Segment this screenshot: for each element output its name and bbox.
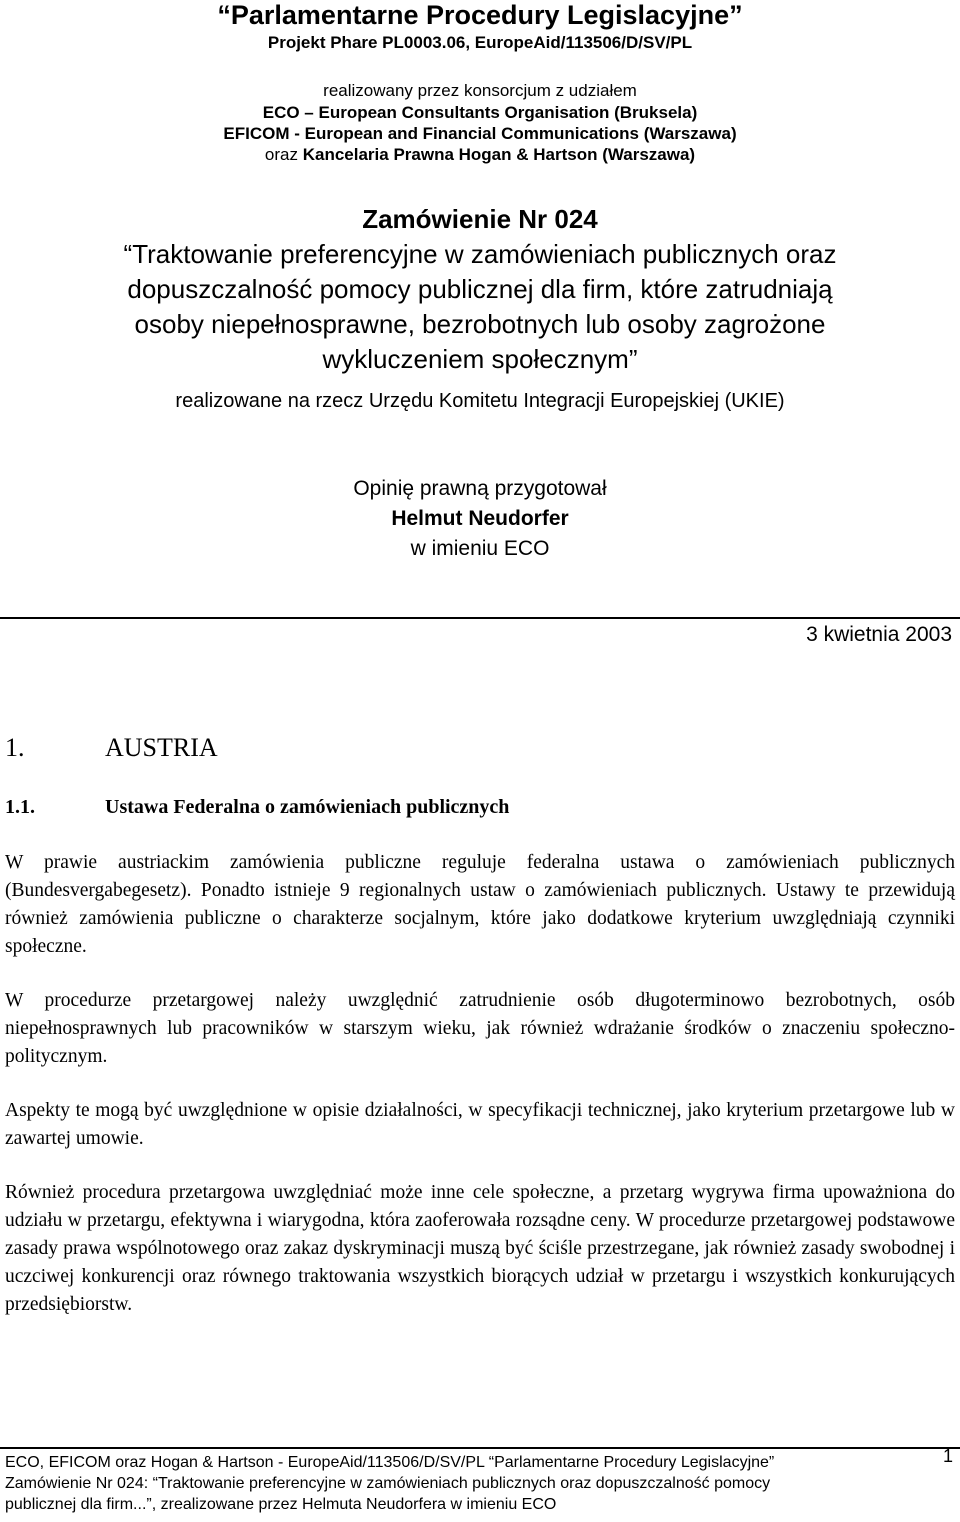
partner-hogan-hartson: [0, 144, 960, 165]
page-footer: [5, 1446, 955, 1515]
footer-line-2: Zamówienie Nr 024: “Traktowanie preferencyjne w zamówieniach publicznych oraz dopuszczalność pomocy: [5, 1475, 771, 1492]
footer-line-1: [5, 1446, 955, 1473]
paragraph: Aspekty te mogą być uwzględnione w opisie działalności, w specyfikacji technicznej, jako kryterium przetargowe lub w zawartej umowie.: [5, 1100, 955, 1149]
order-beneficiary: realizowane na rzecz Urzędu Komitetu Integracji Europejskiej (UKIE): [175, 390, 785, 412]
partner-name: Kancelaria Prawna Hogan & Hartson (Warszawa): [302, 145, 696, 164]
footer-line-1-text: ECO, EFICOM oraz Hogan & Hartson - EuropeAid/113506/D/SV/PL “Parlamentarne Procedury Legislacyjne”: [5, 1454, 775, 1471]
footer-line-3: publicznej dla firm...”, zrealizowane przez Helmuta Neudorfera w imieniu ECO: [5, 1496, 557, 1513]
paragraph: W procedurze przetargowej należy uwzględnić zatrudnienie osób długoterminowo bezrobotnych, osób niepełnosprawnych lub pracowników w starszym wieku, jak również wdrażanie środków o znaczeniu społeczno-politycznym.: [5, 990, 955, 1067]
section-heading: [5, 730, 218, 766]
paragraph: W prawie austriackim zamówienia publiczne reguluje federalna ustawa o zamówieniach publicznych (Bundesvergabegesetz). Ponadto istnieje 9 regionalnych ustaw o zamówieniach publicznych. Ustawy te przewidują również zamówienia publiczne o charakterze socjalnym, które jako dodatkowe kryterium uwzględniają czynniki społeczne.: [5, 852, 955, 957]
partner-eco: ECO – European Consultants Organisation (Bruksela): [262, 103, 698, 122]
order-block: [0, 201, 960, 415]
date-divider: [0, 617, 960, 619]
project-reference: Projekt Phare PL0003.06, EuropeAid/113506/D/SV/PL: [267, 33, 693, 52]
order-subject: “Traktowanie preferencyjne w zamówieniach publicznych oraz dopuszczalność pomocy publicznej dla firm, które zatrudniają osoby niepełnosprawne, bezrobotnych lub osoby zagrożone wykluczeniem społecznym”: [123, 239, 837, 374]
page-number: 1: [942, 1446, 953, 1466]
body-text: [5, 849, 955, 1345]
document-title: “Parlamentarne Procedury Legislacyjne”: [217, 0, 743, 30]
subsection-heading: [5, 792, 509, 822]
author-intro: Opinię prawną przygotował: [353, 477, 607, 500]
subsection-title: Ustawa Federalna o zamówieniach publicznych: [105, 796, 510, 818]
document-header: [0, 0, 960, 165]
author-behalf: w imieniu ECO: [410, 537, 550, 560]
section-number: 1.: [5, 733, 25, 762]
author-block: [0, 474, 960, 564]
order-number: Zamówienie Nr 024: [362, 204, 598, 234]
consortium-intro: realizowany przez konsorcjum z udziałem: [323, 81, 637, 100]
document-date: 3 kwietnia 2003: [806, 623, 952, 646]
paragraph: Również procedura przetargowa uwzględniać może inne cele społeczne, a przetarg wygrywa firma upoważniona do udziału w przetargu, efektywna i wiarygodna, która zaoferowała rozsądne ceny. W procedurze przetargowej podstawowe zasady prawa wspólnotowego oraz zakaz dyskryminacji muszą być ściśle przestrzegane, jak również zasady swobodnej i uczciwej konkurencji oraz równego traktowania wszystkich biorących udział w przetargu i wszystkich konkurujących przedsiębiorstw.: [5, 1182, 955, 1315]
section-title: AUSTRIA: [105, 733, 218, 762]
partner-prefix: oraz: [264, 145, 298, 164]
footer-divider: [0, 1447, 960, 1449]
author-name: Helmut Neudorfer: [391, 507, 569, 530]
partner-eficom: EFICOM - European and Financial Communications (Warszawa): [223, 124, 737, 143]
subsection-number: 1.1.: [5, 796, 35, 818]
